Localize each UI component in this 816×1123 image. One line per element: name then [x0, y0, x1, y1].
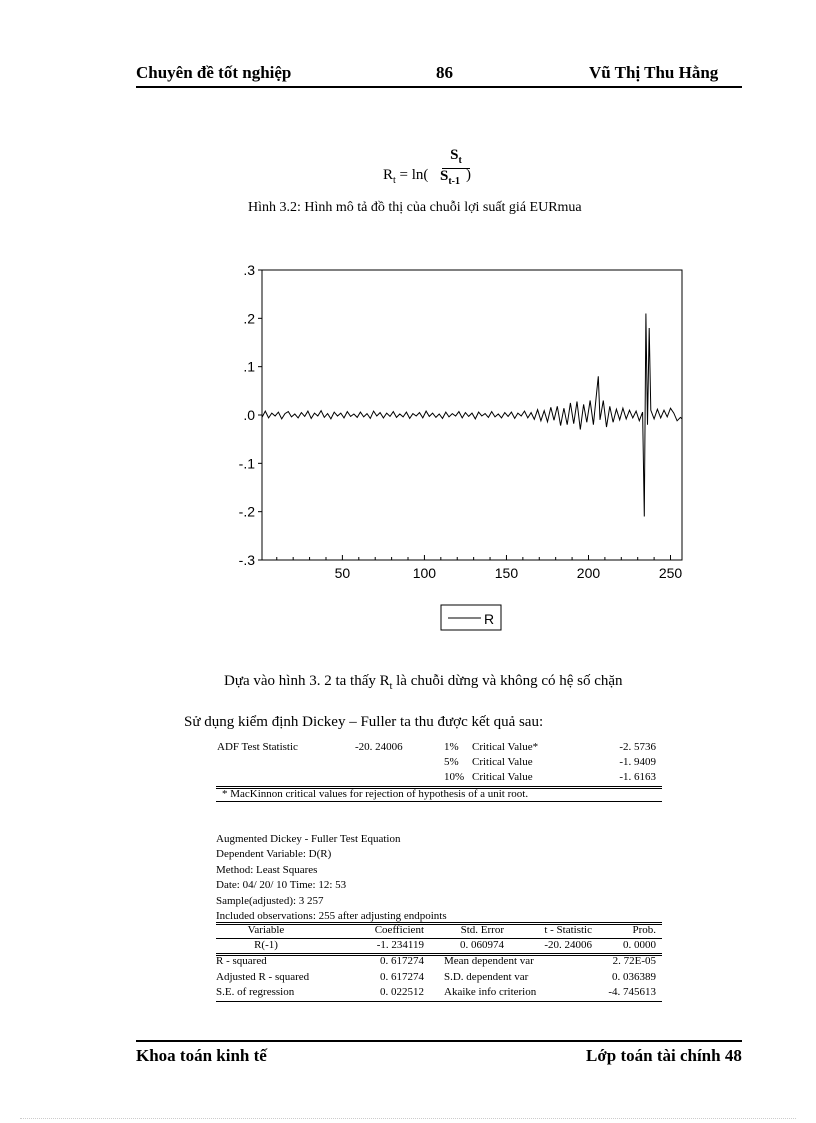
- adf-pct: 5%: [444, 756, 459, 768]
- stat-label: R - squared: [216, 955, 267, 967]
- eq-info-line: Method: Least Squares: [216, 863, 318, 876]
- body-line: [224, 673, 623, 692]
- x-tick-label: 100: [412, 565, 437, 581]
- header-left: Chuyên đề tốt nghiệp: [136, 63, 292, 82]
- adf-rule-3: [216, 801, 662, 802]
- stat-label: Adjusted R - squared: [216, 970, 310, 983]
- formula-lhs-base: R: [383, 167, 394, 183]
- adf-critical-label: Critical Value*: [472, 741, 539, 753]
- num-sub: t: [458, 155, 462, 166]
- y-tick-label: .3: [243, 262, 255, 278]
- page-number: 86: [436, 63, 453, 82]
- num-base: S: [450, 147, 459, 163]
- equation-info: [216, 832, 447, 924]
- reg-cell-variable: R(-1): [254, 939, 278, 951]
- stat-label: S.E. of regression: [216, 986, 295, 998]
- eq-info-line: Sample(adjusted): 3 257: [216, 894, 324, 907]
- reg-cell-prob: 0. 0000: [623, 939, 656, 951]
- body-prefix: Dựa vào hình 3. 2 ta thấy R: [224, 673, 390, 689]
- header-rule: [136, 86, 742, 88]
- legend-label: R: [484, 611, 495, 627]
- footer-left: Khoa toán kinh tế: [136, 1046, 267, 1065]
- formula-eq: = ln(: [395, 167, 429, 183]
- y-tick-label: .0: [243, 407, 255, 423]
- plot-frame: [262, 270, 682, 560]
- adf-label: ADF Test Statistic: [217, 741, 298, 753]
- eq-info-line: Dependent Variable: D(R): [216, 848, 332, 861]
- adf-pct: 1%: [444, 741, 459, 753]
- eq-info-line: Included observations: 255 after adjusting endpoints: [216, 910, 447, 923]
- x-axis: [277, 555, 683, 581]
- stat-value: 0. 617274: [380, 955, 424, 967]
- y-tick-label: -.1: [238, 455, 255, 472]
- y-tick-label: .1: [243, 358, 255, 375]
- line-chart: [226, 260, 696, 640]
- body-sub: t: [389, 681, 393, 692]
- reg-header-prob: Prob.: [632, 924, 656, 936]
- figure-caption: Hình 3.2: Hình mô tả đồ thị của chuỗi lợi suất giá EURmua: [248, 200, 582, 215]
- formula-lhs-sub: t: [393, 175, 396, 186]
- reg-cell-tstat: -20. 24006: [544, 939, 592, 951]
- adf-critical-value: -1. 9409: [619, 756, 656, 768]
- footer-rule: [136, 1040, 742, 1042]
- stat-value: 0. 022512: [380, 986, 424, 998]
- stat-label-2: Mean dependent var: [444, 955, 534, 967]
- adf-rule-1: [216, 786, 662, 787]
- reg-header-coefficient: Coefficient: [374, 924, 424, 936]
- adf-critical-label: Critical Value: [472, 756, 533, 768]
- body-suffix: là chuỗi dừng và không có hệ số chặn: [392, 673, 623, 689]
- x-tick-label: 250: [658, 565, 683, 581]
- adf-critical-label: Critical Value: [472, 771, 533, 783]
- y-tick-label: .2: [243, 310, 255, 327]
- x-tick-label: 150: [494, 565, 519, 581]
- reg-header-stderror: Std. Error: [460, 924, 504, 936]
- reg-header-variable: Variable: [247, 924, 285, 936]
- formula-numerator: [442, 147, 470, 166]
- reg-header-tstat: t - Statistic: [544, 924, 592, 936]
- reg-rule-4: [216, 953, 662, 954]
- eq-info-line: Date: 04/ 20/ 10 Time: 12: 53: [216, 879, 347, 892]
- eq-info-line: Augmented Dickey - Fuller Test Equation: [216, 833, 401, 845]
- adf-critical-value: -2. 5736: [619, 741, 656, 753]
- stat-label-2: S.D. dependent var: [444, 970, 529, 983]
- adf-pct: 10%: [444, 771, 465, 783]
- adf-critical-value: -1. 6163: [619, 771, 656, 783]
- x-tick-label: 50: [334, 565, 351, 581]
- dickey-line: Sử dụng kiểm định Dickey – Fuller ta thu được kết quả sau:: [184, 714, 544, 730]
- adf-footnote: * MacKinnon critical values for rejection of hypothesis of a unit root.: [222, 788, 529, 800]
- den-sub: t-1: [448, 176, 461, 187]
- stat-value-2: -4. 745613: [608, 986, 656, 998]
- adf-value: -20. 24006: [355, 741, 403, 753]
- formula-close: ): [466, 167, 471, 183]
- formula-lhs: [383, 167, 428, 186]
- den-base: S: [440, 168, 449, 184]
- footer-right: Lớp toán tài chính 48: [586, 1046, 742, 1065]
- reg-cell-coefficient: -1. 234119: [376, 939, 424, 951]
- y-tick-label: -.3: [238, 552, 255, 568]
- reg-rule-1: [216, 922, 662, 923]
- y-tick-label: -.2: [238, 503, 255, 520]
- x-tick-label: 200: [576, 565, 601, 581]
- reg-rule-6: [216, 1001, 662, 1002]
- stat-value: 0. 617274: [380, 970, 424, 983]
- series-r-line: [262, 314, 682, 517]
- stat-value-2: 2. 72E-05: [612, 955, 656, 967]
- stat-label-2: Akaike info criterion: [444, 986, 537, 998]
- y-axis: [239, 262, 262, 568]
- stat-value-2: 0. 036389: [612, 970, 656, 983]
- header-right: Vũ Thị Thu Hằng: [589, 63, 719, 82]
- reg-cell-stderror: 0. 060974: [460, 939, 504, 951]
- page-bottom-dots: [20, 1118, 796, 1119]
- formula-denominator: [440, 168, 460, 187]
